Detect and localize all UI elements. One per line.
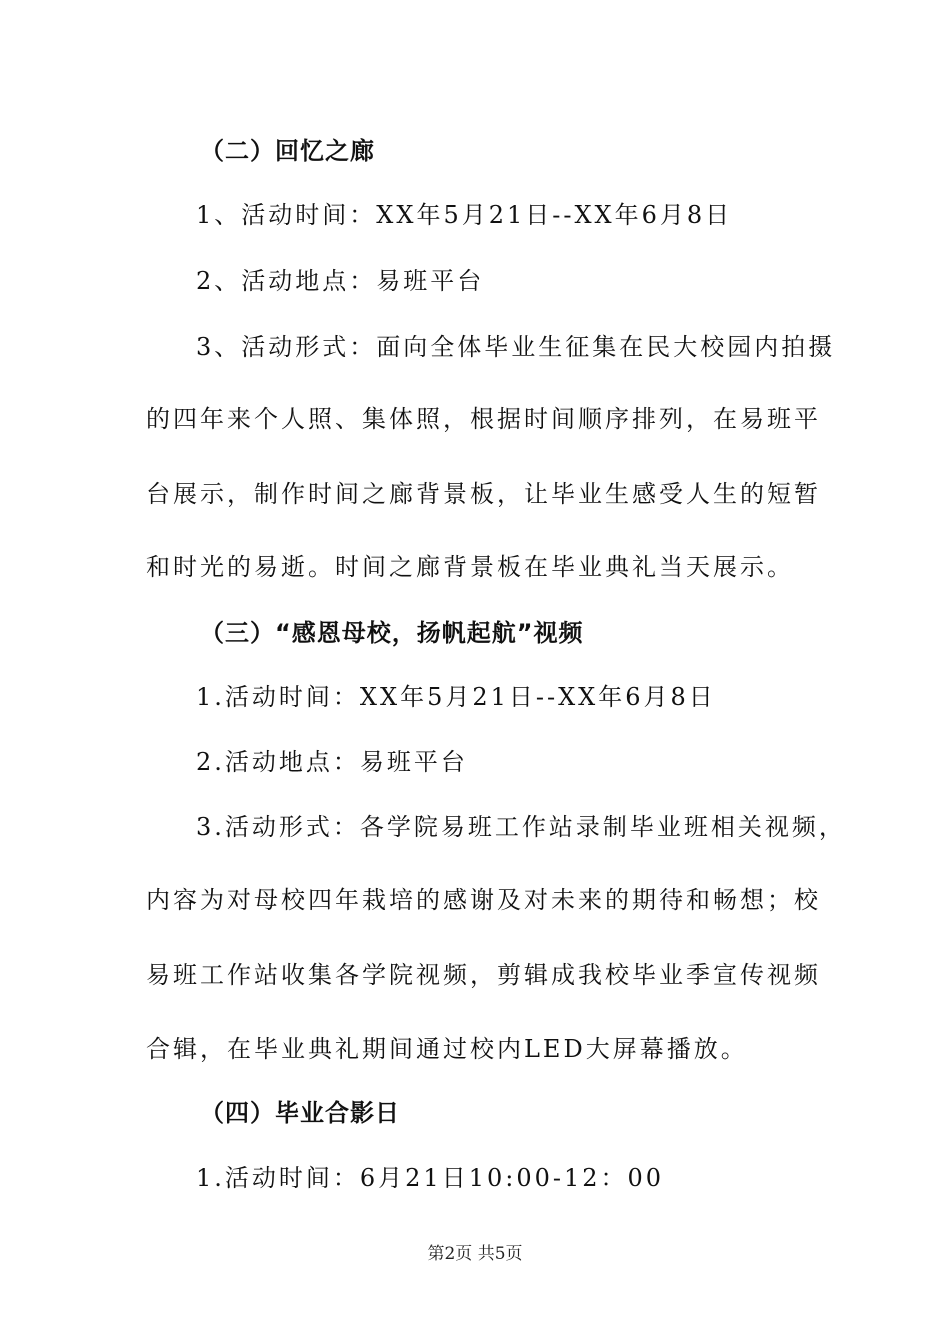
paragraph-line: 台展示，制作时间之廊背景板，让毕业生感受人生的短暂 xyxy=(146,480,821,508)
paragraph-line: 的四年来个人照、集体照，根据时间顺序排列，在易班平 xyxy=(146,405,821,433)
section-heading-2: （二）回忆之廊 xyxy=(200,137,375,165)
paragraph-line: 1、活动时间：XX年5月21日--XX年6月8日 xyxy=(196,201,733,229)
section-heading-4: （四）毕业合影日 xyxy=(200,1099,400,1127)
paragraph-line: 2.活动地点：易班平台 xyxy=(196,748,468,776)
paragraph-line: 3.活动形式：各学院易班工作站录制毕业班相关视频， xyxy=(196,813,846,841)
paragraph-line: 1.活动时间：6月21日10:00-12：00 xyxy=(196,1164,665,1192)
paragraph-line: 2、活动地点：易班平台 xyxy=(196,267,485,295)
paragraph-line: 和时光的易逝。时间之廊背景板在毕业典礼当天展示。 xyxy=(146,553,794,581)
paragraph-line: 易班工作站收集各学院视频，剪辑成我校毕业季宣传视频 xyxy=(146,961,821,989)
paragraph-line: 3、活动形式：面向全体毕业生征集在民大校园内拍摄 xyxy=(196,333,836,361)
section-heading-3: （三）“感恩母校，扬帆起航”视频 xyxy=(200,619,584,647)
paragraph-line: 合辑，在毕业典礼期间通过校内LED大屏幕播放。 xyxy=(146,1035,748,1063)
page-number-footer: 第2页 共5页 xyxy=(427,1244,523,1264)
paragraph-line: 1.活动时间：XX年5月21日--XX年6月8日 xyxy=(196,683,716,711)
paragraph-line: 内容为对母校四年栽培的感谢及对未来的期待和畅想；校 xyxy=(146,886,821,914)
